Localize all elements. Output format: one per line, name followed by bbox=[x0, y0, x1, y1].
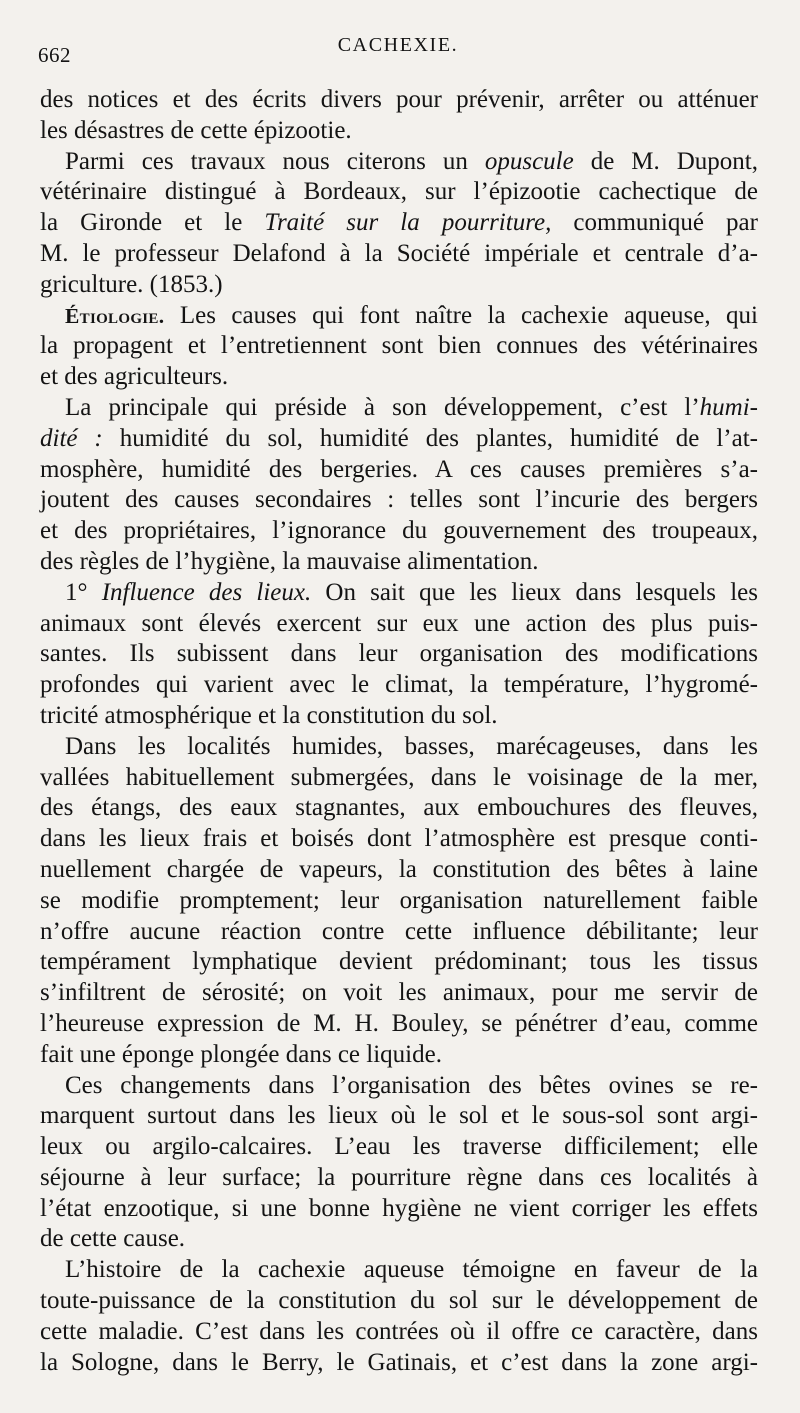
text-line bbox=[40, 732, 758, 763]
line-text: griculture. (1853.) bbox=[40, 270, 223, 298]
text-line bbox=[40, 1163, 758, 1194]
text-line bbox=[40, 824, 758, 855]
text-line bbox=[40, 639, 758, 670]
paragraph bbox=[40, 393, 758, 578]
line-text: tempérament lymphatique devient prédominant; tous les tissus bbox=[40, 948, 758, 976]
line-text: vallées habituellement submergées, dans le voisinage de la mer, bbox=[40, 763, 758, 791]
paragraph bbox=[40, 732, 758, 1071]
line-text: n’offre aucune réaction contre cette influence débilitante; leur bbox=[40, 917, 758, 945]
line-text: 1° bbox=[65, 578, 102, 606]
italic-text: humi- bbox=[699, 393, 758, 421]
line-text: nuellement chargée de vapeurs, la constitution des bêtes à laine bbox=[40, 855, 758, 883]
text-line bbox=[40, 177, 758, 208]
line-text: et des propriétaires, l’ignorance du gouvernement des troupeaux, bbox=[40, 517, 758, 545]
text-line bbox=[40, 670, 758, 701]
line-text: La principale qui préside à son développement, c’est l’ bbox=[65, 393, 700, 421]
text-line bbox=[40, 855, 758, 886]
text-line bbox=[40, 362, 758, 393]
text-line bbox=[40, 270, 758, 301]
text-line bbox=[40, 917, 758, 948]
body-text bbox=[40, 85, 758, 1378]
line-text: leux ou argilo-calcaires. L’eau les traverse difficilement; elle bbox=[40, 1133, 758, 1161]
text-line bbox=[40, 763, 758, 794]
line-text: des règles de l’hygiène, la mauvaise alimentation. bbox=[40, 547, 539, 575]
text-line bbox=[40, 547, 758, 578]
line-text: L’histoire de la cachexie aqueuse témoigne en faveur de la bbox=[65, 1256, 758, 1284]
text-line bbox=[40, 1009, 758, 1040]
line-text: animaux sont élevés exercent sur eux une action des plus puis- bbox=[40, 609, 758, 637]
text-line bbox=[40, 1224, 758, 1255]
text-line bbox=[40, 393, 758, 424]
text-line bbox=[40, 1194, 758, 1225]
line-text: des notices et des écrits divers pour prévenir, arrêter ou atténuer bbox=[40, 86, 758, 113]
line-text: la Gironde et le bbox=[40, 209, 265, 237]
text-line bbox=[40, 609, 758, 640]
text-line bbox=[40, 1317, 758, 1348]
line-text: toute-puissance de la constitution du sol sur le développement de bbox=[40, 1287, 758, 1315]
text-line bbox=[40, 1286, 758, 1317]
line-text: Les causes qui font naître la cachexie aqueuse, qui bbox=[164, 301, 758, 329]
line-text: mosphère, humidité des bergeries. A ces causes premières s’a- bbox=[40, 455, 758, 483]
line-text: tricité atmosphérique et la constitution du sol. bbox=[40, 701, 498, 729]
line-text: séjourne à leur surface; la pourriture règne dans ces localités à bbox=[40, 1163, 758, 1191]
line-text: des étangs, des eaux stagnantes, aux embouchures des fleuves, bbox=[40, 794, 758, 822]
text-line bbox=[40, 331, 758, 362]
running-title: CACHEXIE. bbox=[337, 34, 459, 56]
text-line bbox=[40, 701, 758, 732]
line-text: l’état enzootique, si une bonne hygiène ne vient corriger les effets bbox=[40, 1194, 758, 1222]
line-text: communiqué par bbox=[551, 209, 758, 237]
paragraph bbox=[40, 85, 758, 147]
italic-text: Traité sur la pourriture, bbox=[264, 209, 552, 237]
text-line bbox=[40, 208, 758, 239]
paragraph bbox=[40, 578, 758, 732]
line-text: marquent surtout dans les lieux où le sol et le sous-sol sont argi- bbox=[40, 1102, 758, 1130]
line-text: M. le professeur Delafond à la Société impériale et centrale d’a- bbox=[40, 239, 758, 267]
text-line bbox=[40, 301, 758, 332]
line-text: dans les lieux frais et boisés dont l’atmosphère est presque conti- bbox=[40, 825, 758, 853]
page-header bbox=[38, 32, 758, 68]
line-text: santes. Ils subissent dans leur organisation des modifications bbox=[40, 640, 758, 668]
line-text: vétérinaire distingué à Bordeaux, sur l’épizootie cachectique de bbox=[40, 178, 758, 206]
line-text: et des agriculteurs. bbox=[40, 363, 229, 391]
line-text: s’infiltrent de sérosité; on voit les animaux, pour me servir de bbox=[40, 979, 758, 1007]
text-line bbox=[40, 1040, 758, 1071]
line-text: de cette cause. bbox=[40, 1225, 186, 1253]
text-line bbox=[40, 1132, 758, 1163]
text-line bbox=[40, 147, 758, 178]
text-line bbox=[40, 455, 758, 486]
paragraph bbox=[40, 1071, 758, 1256]
text-line bbox=[40, 1101, 758, 1132]
text-line bbox=[40, 85, 758, 116]
text-line bbox=[40, 793, 758, 824]
line-text: la propagent et l’entretiennent sont bien connues des vétérinaires bbox=[40, 332, 758, 360]
text-line bbox=[40, 485, 758, 516]
line-text: de M. Dupont, bbox=[573, 147, 759, 175]
text-line bbox=[40, 578, 758, 609]
text-line bbox=[40, 947, 758, 978]
line-text: cette maladie. C’est dans les contrées où il offre ce caractère, dans bbox=[40, 1317, 758, 1345]
line-text: l’heureuse expression de M. H. Bouley, se pénétrer d’eau, comme bbox=[40, 1009, 758, 1037]
line-text: Dans les localités humides, basses, marécageuses, dans les bbox=[65, 732, 758, 760]
text-line bbox=[40, 978, 758, 1009]
line-text: humidité du sol, humidité des plantes, humidité de l’at- bbox=[102, 424, 758, 452]
paragraph bbox=[40, 301, 758, 393]
italic-text: opuscule bbox=[484, 147, 574, 175]
text-line bbox=[40, 1255, 758, 1286]
text-line bbox=[40, 116, 758, 147]
line-text: On sait que les lieux dans lesquels les bbox=[311, 578, 758, 606]
line-text: les désastres de cette épizootie. bbox=[40, 116, 352, 144]
italic-text: Influence des lieux. bbox=[101, 578, 312, 606]
line-text: fait une éponge plongée dans ce liquide. bbox=[40, 1040, 442, 1068]
line-text: profondes qui varient avec le climat, la température, l’hygromé- bbox=[40, 671, 758, 699]
line-text: la Sologne, dans le Berry, le Gatinais, et c’est dans la zone argi- bbox=[40, 1348, 758, 1376]
text-line bbox=[40, 886, 758, 917]
italic-text: dité : bbox=[40, 424, 103, 452]
paragraph bbox=[40, 1255, 758, 1378]
text-line bbox=[40, 424, 758, 455]
text-line bbox=[40, 1071, 758, 1102]
paragraph bbox=[40, 147, 758, 301]
text-line bbox=[40, 516, 758, 547]
text-line bbox=[40, 1348, 758, 1379]
text-line bbox=[40, 239, 758, 270]
line-text: Ces changements dans l’organisation des bêtes ovines se re- bbox=[65, 1071, 758, 1099]
line-text: Parmi ces travaux nous citerons un bbox=[65, 147, 485, 175]
page-number: 662 bbox=[38, 43, 71, 67]
line-text: se modifie promptement; leur organisation naturellement faible bbox=[40, 886, 758, 914]
section-heading: Étiologie. bbox=[65, 303, 165, 328]
line-text: joutent des causes secondaires : telles sont l’incurie des bergers bbox=[40, 486, 758, 514]
